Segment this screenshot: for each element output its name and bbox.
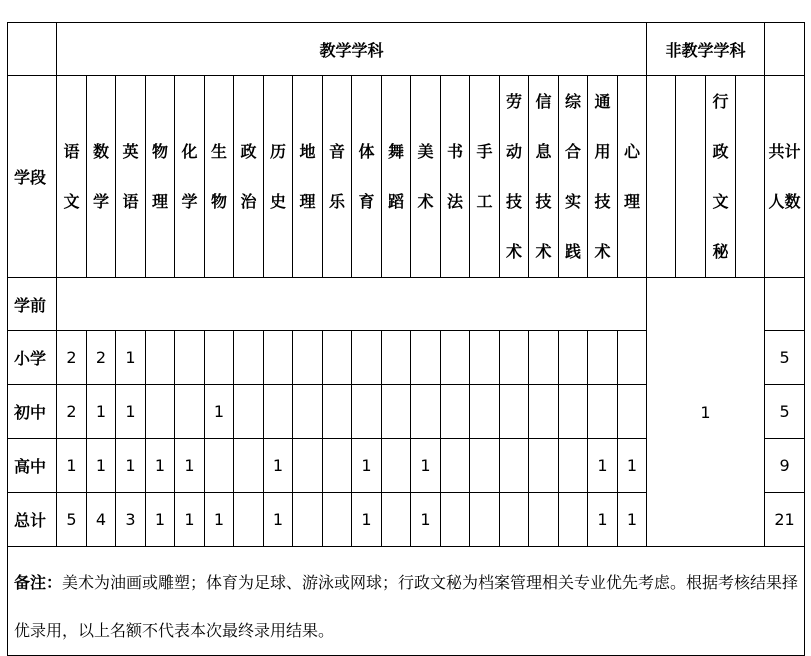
subject-char: 文 <box>712 191 729 211</box>
non-teaching-blank-3 <box>736 76 765 278</box>
subject-char: 理 <box>299 191 316 211</box>
subject-header-laodong <box>500 76 529 278</box>
value-cell: 1 <box>588 493 618 547</box>
value-cell <box>205 331 234 385</box>
value-cell <box>323 385 352 439</box>
value-cell <box>382 439 411 493</box>
value-cell <box>500 439 529 493</box>
value-cell: 2 <box>57 331 87 385</box>
value-cell <box>205 439 234 493</box>
subject-char: 法 <box>446 191 463 211</box>
value-cell <box>175 331 205 385</box>
subject-char: 劳 <box>505 91 522 111</box>
value-cell <box>529 439 559 493</box>
value-cell: 1 <box>588 439 618 493</box>
subject-char: 合 <box>564 141 581 161</box>
value-cell <box>529 385 559 439</box>
subject-char: 音 <box>328 141 345 161</box>
corner-cell <box>8 23 57 76</box>
value-cell: 1 <box>618 493 647 547</box>
total-people-header-text: 共计人数 <box>768 141 801 211</box>
subject-header-meishu <box>411 76 441 278</box>
value-cell <box>441 331 470 385</box>
subject-char: 语 <box>122 191 139 211</box>
row-total-cell: 5 <box>765 331 805 385</box>
value-cell <box>323 439 352 493</box>
subject-char: 术 <box>417 191 434 211</box>
value-cell <box>323 493 352 547</box>
value-cell: 2 <box>87 331 116 385</box>
subject-char: 动 <box>505 141 522 161</box>
subject-header-yuwen <box>57 76 87 278</box>
subject-char: 历 <box>269 141 286 161</box>
value-cell <box>293 385 323 439</box>
value-cell: 1 <box>116 385 146 439</box>
value-cell <box>559 439 588 493</box>
data-row <box>8 278 805 331</box>
value-cell <box>559 331 588 385</box>
subject-header-row <box>8 76 805 278</box>
value-cell <box>264 385 293 439</box>
subject-char: 信 <box>535 91 552 111</box>
value-cell <box>234 493 264 547</box>
subject-char: 舞 <box>387 141 404 161</box>
subject-header-dili <box>293 76 323 278</box>
value-cell <box>500 385 529 439</box>
subject-char: 术 <box>535 241 552 261</box>
value-cell: 1 <box>264 493 293 547</box>
subject-header-zonghe <box>559 76 588 278</box>
subject-char: 物 <box>151 141 168 161</box>
non-teaching-blank-1 <box>647 76 676 278</box>
value-cell <box>382 385 411 439</box>
value-cell: 1 <box>146 493 175 547</box>
subject-header-lishi <box>264 76 293 278</box>
value-cell <box>382 493 411 547</box>
value-cell <box>234 439 264 493</box>
row-total-cell: 5 <box>765 385 805 439</box>
value-cell: 1 <box>352 493 382 547</box>
subject-char: 技 <box>535 191 552 211</box>
subject-char: 语 <box>63 141 80 161</box>
stage-label: 总计 <box>8 493 57 547</box>
subject-char: 践 <box>564 241 581 261</box>
subject-char: 术 <box>505 241 522 261</box>
value-cell: 1 <box>87 385 116 439</box>
subject-char: 工 <box>476 191 493 211</box>
value-cell: 1 <box>205 385 234 439</box>
subject-header-shengwu <box>205 76 234 278</box>
value-cell <box>470 385 500 439</box>
total-people-header <box>765 76 805 278</box>
subject-header-xinxi <box>529 76 559 278</box>
value-cell <box>470 439 500 493</box>
value-cell <box>234 385 264 439</box>
subject-header-tongyong <box>588 76 618 278</box>
value-cell <box>529 331 559 385</box>
subject-char: 地 <box>299 141 316 161</box>
subject-char: 美 <box>417 141 434 161</box>
value-cell <box>529 493 559 547</box>
value-cell <box>441 439 470 493</box>
subject-char: 学 <box>181 191 198 211</box>
value-cell: 1 <box>411 439 441 493</box>
subject-char: 息 <box>535 141 552 161</box>
value-cell <box>352 331 382 385</box>
subject-char: 物 <box>210 191 227 211</box>
stage-label: 高中 <box>8 439 57 493</box>
value-cell <box>618 331 647 385</box>
value-cell <box>618 385 647 439</box>
value-cell: 1 <box>175 493 205 547</box>
value-cell <box>411 385 441 439</box>
subject-char: 生 <box>210 141 227 161</box>
value-cell: 1 <box>116 439 146 493</box>
value-cell <box>500 493 529 547</box>
value-cell <box>293 331 323 385</box>
value-cell: 2 <box>57 385 87 439</box>
row-total-cell: 9 <box>765 439 805 493</box>
subject-char: 实 <box>564 191 581 211</box>
subject-char: 技 <box>594 191 611 211</box>
subject-char: 技 <box>505 191 522 211</box>
value-cell <box>441 493 470 547</box>
value-cell: 1 <box>205 493 234 547</box>
subject-char: 秘 <box>712 241 729 261</box>
subject-char: 数 <box>92 141 109 161</box>
subject-char: 行 <box>712 91 729 111</box>
value-cell: 1 <box>87 439 116 493</box>
subject-char: 通 <box>594 91 611 111</box>
subject-header-wuli <box>146 76 175 278</box>
subject-header-tiyu <box>352 76 382 278</box>
value-cell: 1 <box>264 439 293 493</box>
value-cell <box>323 331 352 385</box>
subject-char: 理 <box>624 191 641 211</box>
value-cell: 1 <box>618 439 647 493</box>
value-cell <box>293 493 323 547</box>
note-text: 美术为油画或雕塑；体育为足球、游泳或网球；行政文秘为档案管理相关专业优先考虑。根据考核结果择优录用，以上名额不代表本次最终录用结果。 <box>14 573 799 640</box>
value-cell: 1 <box>175 439 205 493</box>
subject-header-yingyu <box>116 76 146 278</box>
non-teaching-subjects-header: 非教学学科 <box>647 23 765 76</box>
subject-char: 育 <box>358 191 375 211</box>
subject-header-shougong <box>470 76 500 278</box>
subject-header-wudao <box>382 76 411 278</box>
value-cell <box>293 439 323 493</box>
header-row-group <box>8 23 805 76</box>
row-total-cell: 21 <box>765 493 805 547</box>
subject-char: 理 <box>151 191 168 211</box>
subject-char: 手 <box>476 141 493 161</box>
subject-header-huaxue <box>175 76 205 278</box>
value-cell: 4 <box>87 493 116 547</box>
subject-header-yinyue <box>323 76 352 278</box>
stage-label: 学前 <box>8 278 57 331</box>
subject-char: 蹈 <box>387 191 404 211</box>
value-cell: 1 <box>352 439 382 493</box>
value-cell: 1 <box>411 493 441 547</box>
note-cell <box>8 547 805 656</box>
subject-char: 英 <box>122 141 139 161</box>
subject-char: 史 <box>269 191 286 211</box>
value-cell <box>559 493 588 547</box>
teaching-subjects-header: 教学学科 <box>57 23 647 76</box>
value-cell: 5 <box>57 493 87 547</box>
subject-char: 书 <box>446 141 463 161</box>
subject-char: 治 <box>240 191 257 211</box>
stage-label: 初中 <box>8 385 57 439</box>
value-cell: 1 <box>146 439 175 493</box>
subject-char: 政 <box>240 141 257 161</box>
value-cell: 3 <box>116 493 146 547</box>
row-total-cell <box>765 278 805 331</box>
subject-header-zhengzhi <box>234 76 264 278</box>
subject-header-shuxue <box>87 76 116 278</box>
preschool-merged-cell <box>57 278 647 331</box>
value-cell <box>559 385 588 439</box>
note-label: 备注： <box>14 573 63 592</box>
subject-header-xingzheng <box>706 76 736 278</box>
value-cell <box>234 331 264 385</box>
corner-cell-right <box>765 23 805 76</box>
value-cell <box>382 331 411 385</box>
value-cell <box>441 385 470 439</box>
note-row <box>8 547 805 656</box>
subject-header-xinli <box>618 76 647 278</box>
value-cell <box>352 385 382 439</box>
recruitment-table <box>7 22 805 656</box>
value-cell <box>588 385 618 439</box>
value-cell <box>470 493 500 547</box>
subject-char: 用 <box>594 141 611 161</box>
value-cell <box>411 331 441 385</box>
value-cell <box>146 385 175 439</box>
non-teaching-blank-2 <box>676 76 706 278</box>
value-cell <box>146 331 175 385</box>
subject-header-shufa <box>441 76 470 278</box>
subject-char: 学 <box>92 191 109 211</box>
value-cell <box>175 385 205 439</box>
subject-char: 术 <box>594 241 611 261</box>
subject-char: 乐 <box>328 191 345 211</box>
subject-char: 综 <box>564 91 581 111</box>
stage-label: 小学 <box>8 331 57 385</box>
admin-secretary-count: 1 <box>647 278 765 547</box>
value-cell <box>470 331 500 385</box>
subject-char: 文 <box>63 191 80 211</box>
value-cell <box>264 331 293 385</box>
subject-char: 政 <box>712 141 729 161</box>
value-cell: 1 <box>57 439 87 493</box>
subject-char: 化 <box>181 141 198 161</box>
stage-header: 学段 <box>8 76 57 278</box>
subject-char: 体 <box>358 141 375 161</box>
value-cell: 1 <box>116 331 146 385</box>
subject-char: 心 <box>624 141 641 161</box>
value-cell <box>588 331 618 385</box>
value-cell <box>500 331 529 385</box>
